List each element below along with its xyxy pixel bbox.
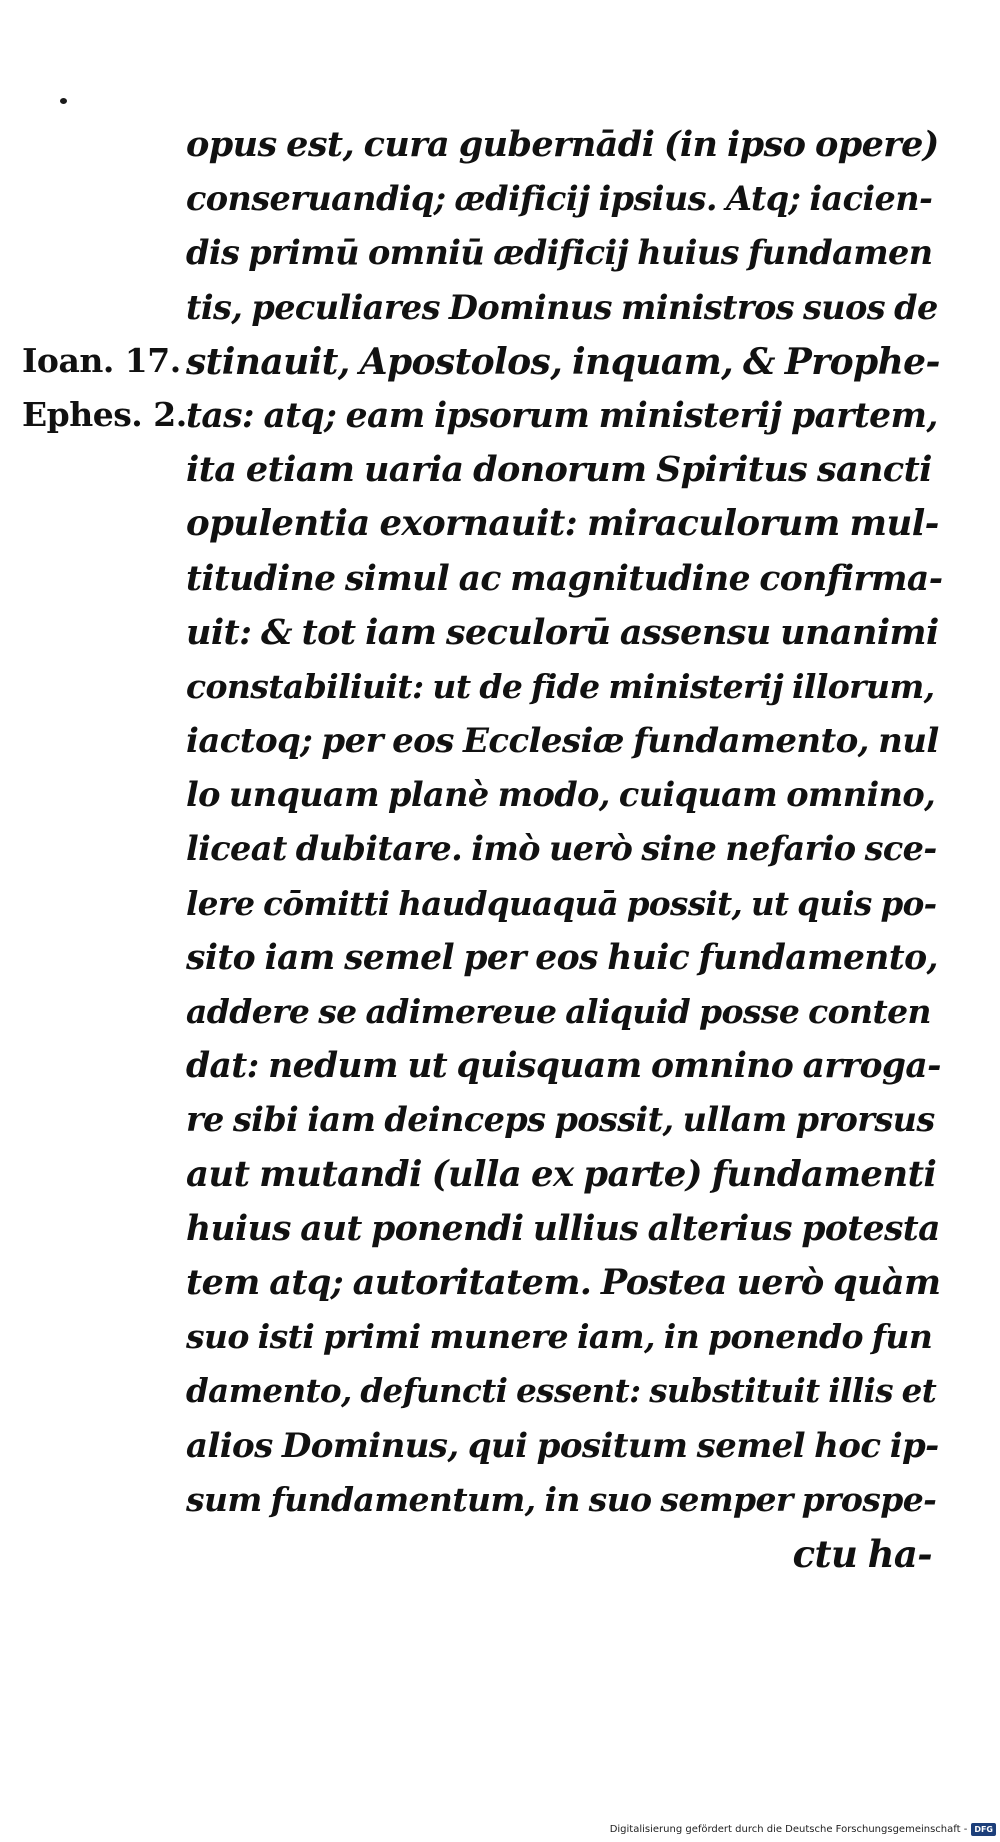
catchword: ctu ha- (792, 1531, 932, 1576)
text-line: stinauit, Apostolos, inquam, & Prophe- (186, 340, 940, 383)
margin-note-ephes: Ephes. 2. (22, 395, 187, 435)
text-line: iactoq; per eos Ecclesiæ fundamento, nul (186, 721, 939, 762)
text-line: tis, peculiares Dominus ministros suos de (186, 287, 938, 327)
text-line: tem atq; autoritatem. Postea uerò quàm (186, 1261, 941, 1303)
ink-speck (60, 98, 67, 104)
text-line: titudine simul ac magnitudine confirma- (186, 558, 942, 599)
text-line: suo isti primi munere iam, in ponendo fun (186, 1317, 933, 1357)
margin-note-ioan: Ioan. 17. (22, 341, 181, 380)
text-line: dis primū omniū ædificij huius fundamen (186, 233, 933, 273)
text-line: liceat dubitare. imò uerò sine nefario sce- (186, 829, 937, 869)
text-line: dat: nedum ut quisquam omnino arroga- (186, 1046, 941, 1087)
text-line: sito iam semel per eos huic fundamento, (186, 937, 938, 978)
text-line: huius aut ponendi ullius alterius potesta (186, 1208, 940, 1249)
margin-notes (22, 334, 192, 442)
text-line: alios Dominus, qui positum semel hoc ip- (186, 1425, 939, 1466)
text-line: opulentia exornauit: miraculorum mul- (186, 503, 939, 545)
text-line: lere cōmitti haudquaquā possit, ut quis po- (186, 883, 937, 923)
digitization-footer (610, 1823, 996, 1836)
dfg-logo: DFG (971, 1823, 996, 1836)
text-line: opus est, cura gubernādi (in ipso opere) (186, 124, 939, 165)
text-line: conseruandiq; ædificij ipsius. Atq; iacien- (186, 179, 933, 219)
text-line: constabiliuit: ut de fide ministerij illorum, (186, 666, 935, 706)
text-line: sum fundamentum, in suo semper prospe- (186, 1479, 937, 1519)
text-line: damento, defuncti essent: substituit illis et (186, 1371, 937, 1411)
body-text (186, 118, 942, 1581)
text-line: uit: & tot iam seculorū assensu unanimi (186, 611, 939, 653)
funding-credit: Digitalisierung gefördert durch die Deutsche Forschungsgemeinschaft - (609, 1824, 968, 1835)
text-line: lo unquam planè modo, cuiquam omnino, (186, 775, 936, 815)
text-line: tas: atq; eam ipsorum ministerij partem, (186, 395, 938, 436)
text-line: ita etiam uaria donorum Spiritus sancti (186, 449, 932, 491)
text-line: addere se adimereue aliquid posse conten (186, 992, 931, 1031)
text-line: aut mutandi (ulla ex parte) fundamenti (186, 1153, 937, 1195)
text-line: re sibi iam deinceps possit, ullam prorsus (186, 1100, 935, 1140)
